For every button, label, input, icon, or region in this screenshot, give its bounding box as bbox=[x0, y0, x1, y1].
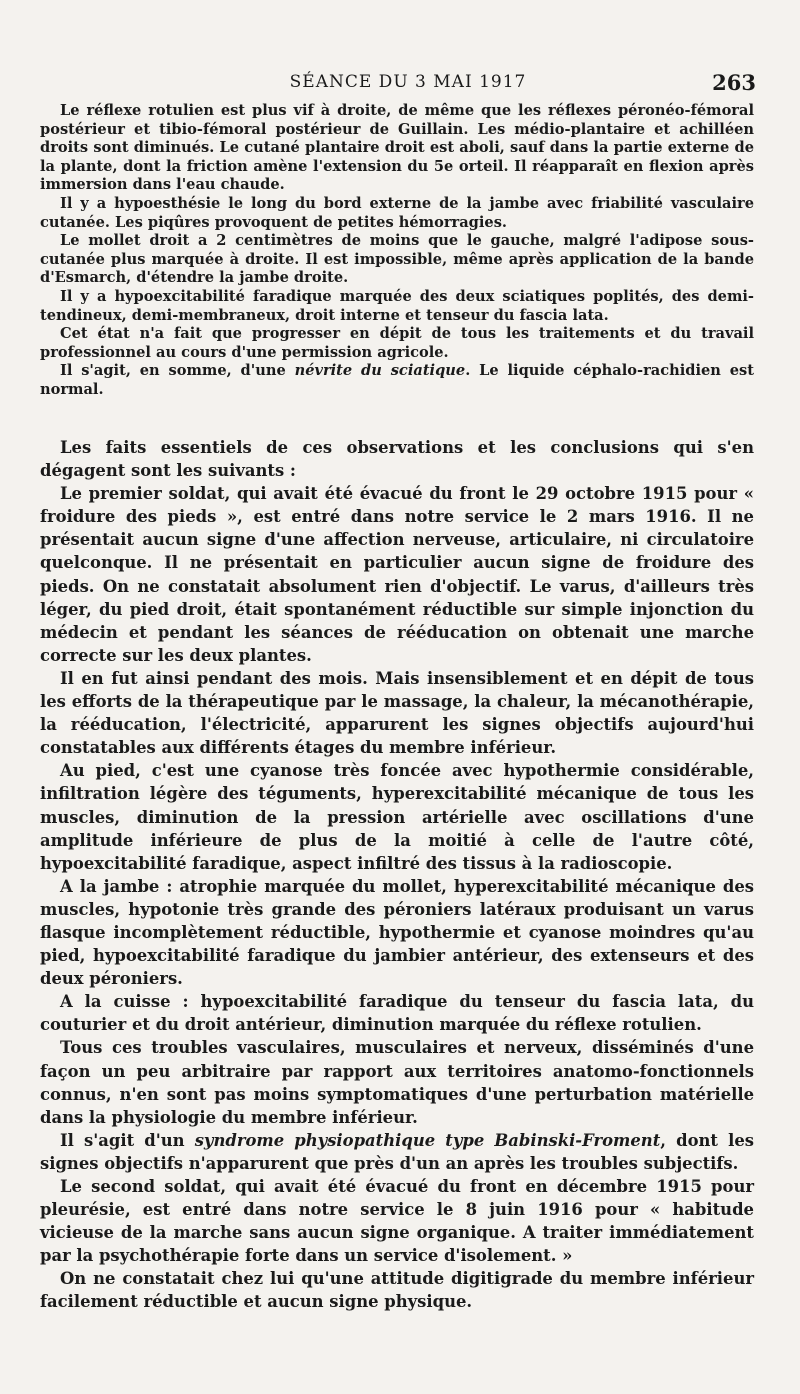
emphasis-syndrome: syndrome physiopathique type Babinski-Froment bbox=[194, 1130, 661, 1150]
paragraph: Le premier soldat, qui avait été évacué du front le 29 octobre 1915 pour « froidure des pieds », est entré dans notre service le 2 mars 1916. Il ne présentait aucun signe d'une affection nerveuse, articulaire, ni circulatoire quelconque. Il ne présentait en particulier aucun signe de froidure des pieds. On ne constatait absolument rien d'objectif. Le varus, d'ailleurs très léger, du pied droit, était spontanément réductible sur simple injonction du médecin et pendant les séances de rééducation on obtenait une marche correcte sur les deux plantes. bbox=[40, 484, 754, 665]
paragraph: A la jambe : atrophie marquée du mollet, hyperexcitabilité mécanique des muscles, hypotonie très grande des péroniers latéraux produisant un varus flasque incomplètement réductible, hypothermie et cyanose moindres qu'au pied, hypoexcitabilité faradique du jambier antérieur, des extenseurs et des deux péroniers. bbox=[40, 876, 754, 989]
paragraph: Il y a hypoesthésie le long du bord externe de la jambe avec friabilité vasculaire cutanée. Les piqûres provoquent de petites hémorragies. bbox=[40, 194, 754, 231]
paragraph bbox=[40, 1129, 754, 1175]
emphasis-diagnosis: névrite du sciatique bbox=[294, 362, 466, 380]
paragraph: Le second soldat, qui avait été évacué du front en décembre 1915 pour pleurésie, est entré dans notre service le 8 juin 1916 pour « habitude vicieuse de la marche sans aucun signe organique. A traiter immédiatement par la psychothérapie forte dans un service d'isolement. » bbox=[40, 1177, 754, 1266]
paragraph: Au pied, c'est une cyanose très foncée avec hypothermie considérable, infiltration légère des téguments, hyperexcitabilité mécanique de tous les muscles, diminution de la pression artérielle avec oscillations d'une amplitude inférieure de plus de la moitié à celle de l'autre côté, hypoexcitabilité faradique, aspect infiltré des tissus à la radioscopie. bbox=[40, 761, 754, 873]
text-run: , dont les signes objectifs n'apparurent que près d'un an après les troubles subjectifs. bbox=[40, 1130, 754, 1173]
paragraph: Il en fut ainsi pendant des mois. Mais insensiblement et en dépit de tous les efforts de la thérapeutique par le massage, la chaleur, la mécanothérapie, la rééducation, l'électricité, apparurent les signes objectifs aujourd'hui constatables aux différents étages du membre inférieur. bbox=[40, 668, 754, 758]
paragraph: Tous ces troubles vasculaires, musculaires et nerveux, disséminés d'une façon un peu arbitraire par rapport aux territoires anatomo-fonctionnels connus, n'en sont pas moins symptomatiques d'une perturbation matérielle dans la physiologie du membre inférieur. bbox=[40, 1038, 754, 1127]
conclusions-section bbox=[40, 436, 754, 1314]
paragraph: On ne constatait chez lui qu'une attitude digitigrade du membre inférieur facilement réductible et aucun signe physique. bbox=[40, 1269, 754, 1312]
page-header bbox=[60, 72, 756, 102]
text-run: Il s'agit d'un bbox=[60, 1130, 195, 1150]
paragraph: Les faits essentiels de ces observations et les conclusions qui s'en dégagent sont les suivants : bbox=[40, 438, 754, 481]
paragraph: A la cuisse : hypoexcitabilité faradique du tenseur du fascia lata, du couturier et du droit antérieur, diminution marquée du réflexe rotulien. bbox=[40, 992, 754, 1035]
text-run: . Le liquide céphalo-rachidien est normal. bbox=[40, 362, 754, 398]
paragraph: Il y a hypoexcitabilité faradique marquée des deux sciatiques poplités, des demi-tendineux, demi-membraneux, droit interne et tenseur du fascia lata. bbox=[40, 287, 754, 324]
paragraph bbox=[40, 362, 754, 399]
paragraph: Cet état n'a fait que progresser en dépit de tous les traitements et du travail professionnel au cours d'une permission agricole. bbox=[40, 325, 754, 361]
running-head: SÉANCE DU 3 MAI 1917 bbox=[289, 72, 527, 92]
paragraph: Le réflexe rotulien est plus vif à droite, de même que les réflexes péronéo-fémoral postérieur et tibio-fémoral postérieur de Guillain. Les médio-plantaire et achilléen droits sont diminués. Le cutané plantaire droit est aboli, sauf dans la partie externe de la plante, dont la friction amène l'extension du 5e orteil. Il réapparaît en flexion après immersion dans l'eau chaude. bbox=[40, 102, 754, 194]
paragraph: Le mollet droit a 2 centimètres de moins que le gauche, malgré l'adipose sous-cutanée plus marquée à droite. Il est impossible, même après application de la bande d'Esmarch, d'étendre la jambe droite. bbox=[40, 232, 754, 287]
page-number: 263 bbox=[712, 70, 756, 95]
text-run: Il s'agit, en somme, d'une bbox=[60, 362, 295, 380]
case-findings-section bbox=[40, 102, 754, 400]
